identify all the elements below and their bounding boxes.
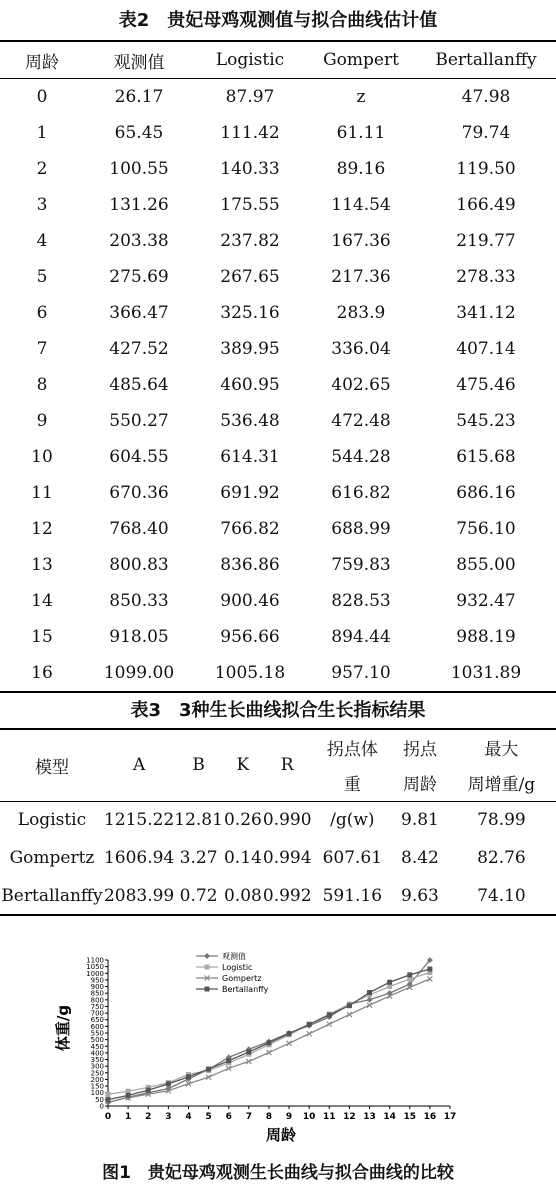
table-cell: 828.53 bbox=[331, 591, 391, 611]
table-cell: 0.72 bbox=[179, 885, 218, 906]
table-cell: 9.63 bbox=[401, 885, 439, 906]
table-cell: 3 bbox=[36, 195, 48, 215]
col-header-bertallanffy: Bertallanffy bbox=[435, 50, 537, 70]
table-cell: 325.16 bbox=[220, 303, 280, 323]
y-tick-label: 400 bbox=[90, 1049, 104, 1058]
series-line bbox=[108, 973, 430, 1095]
table-cell: 278.33 bbox=[456, 267, 516, 287]
table-cell: 485.64 bbox=[109, 375, 169, 395]
table-cell: 688.99 bbox=[331, 519, 391, 539]
table-cell: 9.81 bbox=[401, 810, 439, 831]
y-tick-label: 700 bbox=[90, 1009, 104, 1018]
chart-ticks bbox=[86, 957, 456, 1123]
data-point bbox=[287, 1041, 292, 1046]
table-cell: 389.95 bbox=[220, 339, 280, 359]
data-point bbox=[146, 1088, 151, 1093]
table-cell: 8 bbox=[36, 375, 48, 395]
y-tick-label: 500 bbox=[90, 1036, 104, 1045]
y-tick-label: 850 bbox=[90, 989, 104, 998]
table-cell: 14 bbox=[31, 591, 53, 611]
y-tick-label: 600 bbox=[90, 1022, 104, 1031]
table-cell: 175.55 bbox=[220, 195, 280, 215]
table-cell: 10 bbox=[31, 447, 53, 467]
table-cell: Gompertz bbox=[9, 848, 95, 868]
t3-header-max-gain-1: 最大 bbox=[484, 740, 519, 760]
table-cell: 15 bbox=[31, 627, 53, 647]
data-point bbox=[206, 1067, 211, 1072]
table-cell: 275.69 bbox=[109, 267, 169, 287]
table-row bbox=[0, 619, 556, 655]
x-tick-label: 2 bbox=[145, 1112, 152, 1122]
x-tick-label: 10 bbox=[302, 1112, 316, 1122]
data-point bbox=[387, 980, 392, 985]
y-tick-label: 100 bbox=[90, 1089, 104, 1098]
table-cell: 759.83 bbox=[331, 555, 391, 575]
growth-curve-chart bbox=[50, 948, 470, 1148]
table-cell: 850.33 bbox=[109, 591, 169, 611]
table-cell: 402.65 bbox=[331, 375, 391, 395]
data-point bbox=[226, 1058, 231, 1063]
data-point bbox=[205, 965, 210, 970]
table-cell: 1099.00 bbox=[103, 663, 175, 683]
data-point bbox=[166, 1081, 171, 1086]
x-tick-label: 7 bbox=[245, 1112, 252, 1122]
t3-header-a: A bbox=[132, 755, 146, 776]
table-cell: 203.38 bbox=[109, 231, 169, 251]
table-cell: 7 bbox=[36, 339, 48, 359]
data-point bbox=[327, 1012, 332, 1017]
table-cell: 932.47 bbox=[456, 591, 516, 611]
table2-caption: 表2 贵妃母鸡观测值与拟合曲线估计值 bbox=[118, 10, 438, 31]
table-row bbox=[0, 547, 556, 583]
x-tick-label: 16 bbox=[423, 1112, 437, 1122]
t3-header-k: K bbox=[236, 755, 250, 776]
table-cell: 475.46 bbox=[456, 375, 516, 395]
table-row bbox=[0, 839, 556, 877]
x-tick-label: 4 bbox=[185, 1112, 192, 1122]
table-cell: 16 bbox=[31, 663, 53, 683]
data-point bbox=[307, 1031, 312, 1036]
table-cell: 0.26 bbox=[223, 810, 262, 831]
table-cell: 550.27 bbox=[109, 411, 169, 431]
table-cell: Logistic bbox=[17, 810, 87, 831]
table-row bbox=[0, 367, 556, 403]
data-point bbox=[287, 1031, 292, 1036]
table-cell: 119.50 bbox=[456, 159, 516, 179]
data-point bbox=[407, 972, 412, 977]
t3-header-r: R bbox=[280, 755, 294, 776]
table-cell: 78.99 bbox=[477, 810, 526, 831]
t3-header-inflection-week-2: 周龄 bbox=[402, 775, 437, 796]
table-cell: 2 bbox=[36, 159, 48, 179]
table-cell: 100.55 bbox=[109, 159, 169, 179]
table-row bbox=[0, 259, 556, 295]
x-tick-label: 15 bbox=[403, 1112, 417, 1122]
y-tick-label: 50 bbox=[95, 1095, 104, 1104]
x-tick-label: 0 bbox=[104, 1112, 112, 1122]
table-cell: 267.65 bbox=[220, 267, 280, 287]
table-row bbox=[0, 403, 556, 439]
table-cell: 1031.89 bbox=[450, 663, 522, 683]
table-row bbox=[0, 223, 556, 259]
x-axis-label: 周龄 bbox=[265, 1126, 297, 1144]
table3 bbox=[0, 728, 556, 916]
data-point bbox=[246, 1049, 251, 1054]
table-cell: 855.00 bbox=[456, 555, 516, 575]
table-cell: 237.82 bbox=[220, 231, 280, 251]
table3-body bbox=[0, 801, 556, 915]
table-cell: 918.05 bbox=[109, 627, 169, 647]
table-cell: 1606.94 bbox=[103, 848, 175, 868]
t3-header-b: B bbox=[192, 755, 205, 776]
data-point bbox=[347, 1003, 352, 1008]
data-point bbox=[307, 1022, 312, 1027]
table2-header-row bbox=[0, 41, 556, 79]
table-cell: 217.36 bbox=[331, 267, 391, 287]
table-cell: 427.52 bbox=[109, 339, 169, 359]
table-cell: 5 bbox=[36, 267, 48, 287]
data-point bbox=[106, 1097, 111, 1102]
table-cell: 65.45 bbox=[114, 123, 164, 143]
table-cell: 12 bbox=[31, 519, 53, 539]
y-tick-label: 1000 bbox=[86, 969, 104, 978]
y-tick-label: 1050 bbox=[86, 963, 104, 972]
y-tick-label: 800 bbox=[90, 996, 104, 1005]
data-point bbox=[367, 997, 373, 1003]
y-tick-label: 750 bbox=[90, 1002, 104, 1011]
data-point bbox=[204, 953, 210, 959]
t3-header-inflection-week-1: 拐点 bbox=[402, 740, 437, 760]
table-cell: 13 bbox=[31, 555, 53, 575]
table-cell: 1 bbox=[36, 123, 48, 143]
table-cell: 686.16 bbox=[456, 483, 516, 503]
y-tick-label: 350 bbox=[90, 1056, 104, 1065]
table-cell: 336.04 bbox=[331, 339, 391, 359]
data-point bbox=[126, 1093, 131, 1098]
table-cell: 894.44 bbox=[331, 627, 391, 647]
table-cell: /g(w) bbox=[330, 810, 375, 831]
table-cell: 82.76 bbox=[477, 848, 526, 868]
table-cell: 283.9 bbox=[336, 303, 386, 323]
table-cell: 1005.18 bbox=[214, 663, 286, 683]
table-row bbox=[0, 655, 556, 692]
table-row bbox=[0, 801, 556, 839]
table-cell: 4 bbox=[36, 231, 48, 251]
y-tick-label: 450 bbox=[90, 1042, 104, 1051]
table-row bbox=[0, 511, 556, 547]
table-cell: 111.42 bbox=[220, 123, 280, 143]
table-cell: Bertallanffy bbox=[1, 885, 103, 906]
table-row bbox=[0, 187, 556, 223]
table-row bbox=[0, 877, 556, 915]
table-cell: 957.10 bbox=[331, 663, 391, 683]
y-axis-label: 体重/g bbox=[54, 1004, 72, 1052]
y-tick-label: 1100 bbox=[86, 956, 104, 965]
table-cell: 0.990 bbox=[262, 810, 312, 831]
x-tick-label: 1 bbox=[124, 1112, 132, 1122]
t3-header-model: 模型 bbox=[34, 757, 69, 778]
table-cell: 616.82 bbox=[331, 483, 391, 503]
table-row bbox=[0, 79, 556, 116]
table-row bbox=[0, 151, 556, 187]
table-cell: 607.61 bbox=[322, 848, 383, 868]
table-cell: 219.77 bbox=[456, 231, 516, 251]
table-cell: 691.92 bbox=[220, 483, 280, 503]
table-cell: 1215.22 bbox=[103, 810, 175, 831]
table-cell: 8.42 bbox=[401, 848, 439, 868]
x-tick-label: 3 bbox=[165, 1112, 172, 1122]
y-tick-label: 650 bbox=[90, 1016, 104, 1025]
x-tick-label: 11 bbox=[323, 1112, 336, 1122]
table-cell: 61.11 bbox=[336, 123, 386, 143]
table-row bbox=[0, 583, 556, 619]
table-cell: 2083.99 bbox=[103, 885, 175, 906]
chart-legend bbox=[196, 951, 269, 994]
data-point bbox=[186, 1074, 191, 1079]
table-cell: 87.97 bbox=[225, 87, 275, 107]
table-cell: 900.46 bbox=[220, 591, 280, 611]
x-tick-label: 5 bbox=[205, 1112, 212, 1122]
legend-label: Gompertz bbox=[222, 974, 262, 983]
table-cell: 12.81 bbox=[174, 810, 223, 831]
table-cell: 131.26 bbox=[109, 195, 169, 215]
col-header-logistic: Logistic bbox=[215, 50, 285, 70]
data-point bbox=[367, 1003, 372, 1008]
legend-label: Logistic bbox=[222, 963, 253, 972]
table-cell: 0.14 bbox=[223, 848, 262, 868]
figure-caption: 图1 贵妃母鸡观测生长曲线与拟合曲线的比较 bbox=[102, 1163, 454, 1183]
table-cell: 0.992 bbox=[262, 885, 312, 906]
table-cell: 545.23 bbox=[456, 411, 516, 431]
table-cell: 74.10 bbox=[477, 885, 526, 906]
table-row bbox=[0, 115, 556, 151]
chart-series bbox=[105, 957, 433, 1105]
table3-caption: 表3 3种生长曲线拟合生长指标结果 bbox=[130, 700, 426, 721]
table-cell: 836.86 bbox=[220, 555, 280, 575]
table2-body bbox=[0, 79, 556, 693]
table-cell: 341.12 bbox=[456, 303, 516, 323]
table-cell: 766.82 bbox=[220, 519, 280, 539]
table-cell: 47.98 bbox=[461, 87, 511, 107]
data-point bbox=[266, 1040, 271, 1045]
y-tick-label: 0 bbox=[99, 1102, 104, 1111]
series-0 bbox=[105, 957, 433, 1105]
table-cell: 0.08 bbox=[223, 885, 262, 906]
table-cell: 3.27 bbox=[179, 848, 218, 868]
table-cell: 366.47 bbox=[109, 303, 169, 323]
col-header-week: 周龄 bbox=[25, 52, 59, 73]
data-point bbox=[327, 1022, 332, 1027]
table2 bbox=[0, 40, 556, 693]
table-row bbox=[0, 331, 556, 367]
table-cell: z bbox=[356, 87, 366, 107]
table-cell: 140.33 bbox=[220, 159, 280, 179]
table-cell: 472.48 bbox=[331, 411, 391, 431]
col-header-gompert: Gompert bbox=[323, 50, 399, 70]
series-line bbox=[108, 960, 430, 1102]
y-tick-label: 900 bbox=[90, 983, 104, 992]
y-tick-label: 250 bbox=[90, 1069, 104, 1078]
table-cell: 0 bbox=[36, 87, 48, 107]
table-cell: 604.55 bbox=[109, 447, 169, 467]
series-3 bbox=[106, 967, 433, 1103]
t3-header-max-gain-2: 周增重/g bbox=[467, 775, 536, 796]
data-point bbox=[266, 1050, 271, 1055]
table-cell: 0.994 bbox=[262, 848, 312, 868]
x-tick-label: 6 bbox=[225, 1112, 232, 1122]
table-cell: 956.66 bbox=[220, 627, 280, 647]
table-row bbox=[0, 295, 556, 331]
table-cell: 800.83 bbox=[109, 555, 169, 575]
table-cell: 79.74 bbox=[461, 123, 511, 143]
x-tick-label: 8 bbox=[265, 1112, 273, 1122]
table-cell: 670.36 bbox=[109, 483, 169, 503]
y-tick-label: 550 bbox=[90, 1029, 104, 1038]
table-cell: 756.10 bbox=[456, 519, 516, 539]
x-tick-label: 12 bbox=[343, 1112, 356, 1122]
table-cell: 114.54 bbox=[331, 195, 391, 215]
data-point bbox=[427, 976, 432, 981]
legend-label: 观测值 bbox=[222, 952, 246, 961]
x-tick-label: 9 bbox=[285, 1112, 293, 1122]
table-cell: 591.16 bbox=[322, 885, 383, 906]
table-cell: 11 bbox=[31, 483, 53, 503]
legend-label: Bertallanffy bbox=[222, 985, 269, 994]
y-tick-label: 300 bbox=[90, 1062, 104, 1071]
table-row bbox=[0, 439, 556, 475]
col-header-observed: 观测值 bbox=[113, 52, 165, 73]
t3-header-inflection-weight-2: 重 bbox=[343, 775, 361, 796]
t3-header-inflection-weight-1: 拐点体 bbox=[326, 740, 378, 760]
table-cell: 166.49 bbox=[456, 195, 516, 215]
table-cell: 6 bbox=[36, 303, 48, 323]
table-cell: 988.19 bbox=[456, 627, 516, 647]
y-tick-label: 150 bbox=[90, 1082, 104, 1091]
chart-axes bbox=[108, 960, 450, 1106]
table-cell: 407.14 bbox=[456, 339, 516, 359]
table-row bbox=[0, 475, 556, 511]
x-tick-label: 13 bbox=[363, 1112, 376, 1122]
table-cell: 9 bbox=[36, 411, 48, 431]
series-line bbox=[108, 969, 430, 1100]
data-point bbox=[347, 1012, 352, 1017]
table-cell: 89.16 bbox=[336, 159, 386, 179]
table-cell: 768.40 bbox=[109, 519, 169, 539]
data-point bbox=[205, 987, 210, 992]
y-tick-label: 950 bbox=[90, 976, 104, 985]
data-point bbox=[367, 990, 372, 995]
series-1 bbox=[106, 970, 433, 1097]
table-cell: 460.95 bbox=[220, 375, 280, 395]
table-cell: 615.68 bbox=[456, 447, 516, 467]
data-point bbox=[106, 1092, 111, 1097]
table-cell: 544.28 bbox=[331, 447, 391, 467]
table-cell: 26.17 bbox=[114, 87, 164, 107]
table-cell: 167.36 bbox=[331, 231, 391, 251]
y-tick-label: 200 bbox=[90, 1075, 104, 1084]
table-cell: 614.31 bbox=[220, 447, 280, 467]
data-point bbox=[427, 967, 432, 972]
x-tick-label: 14 bbox=[383, 1112, 396, 1122]
table-cell: 536.48 bbox=[220, 411, 280, 431]
x-tick-label: 17 bbox=[443, 1112, 457, 1122]
